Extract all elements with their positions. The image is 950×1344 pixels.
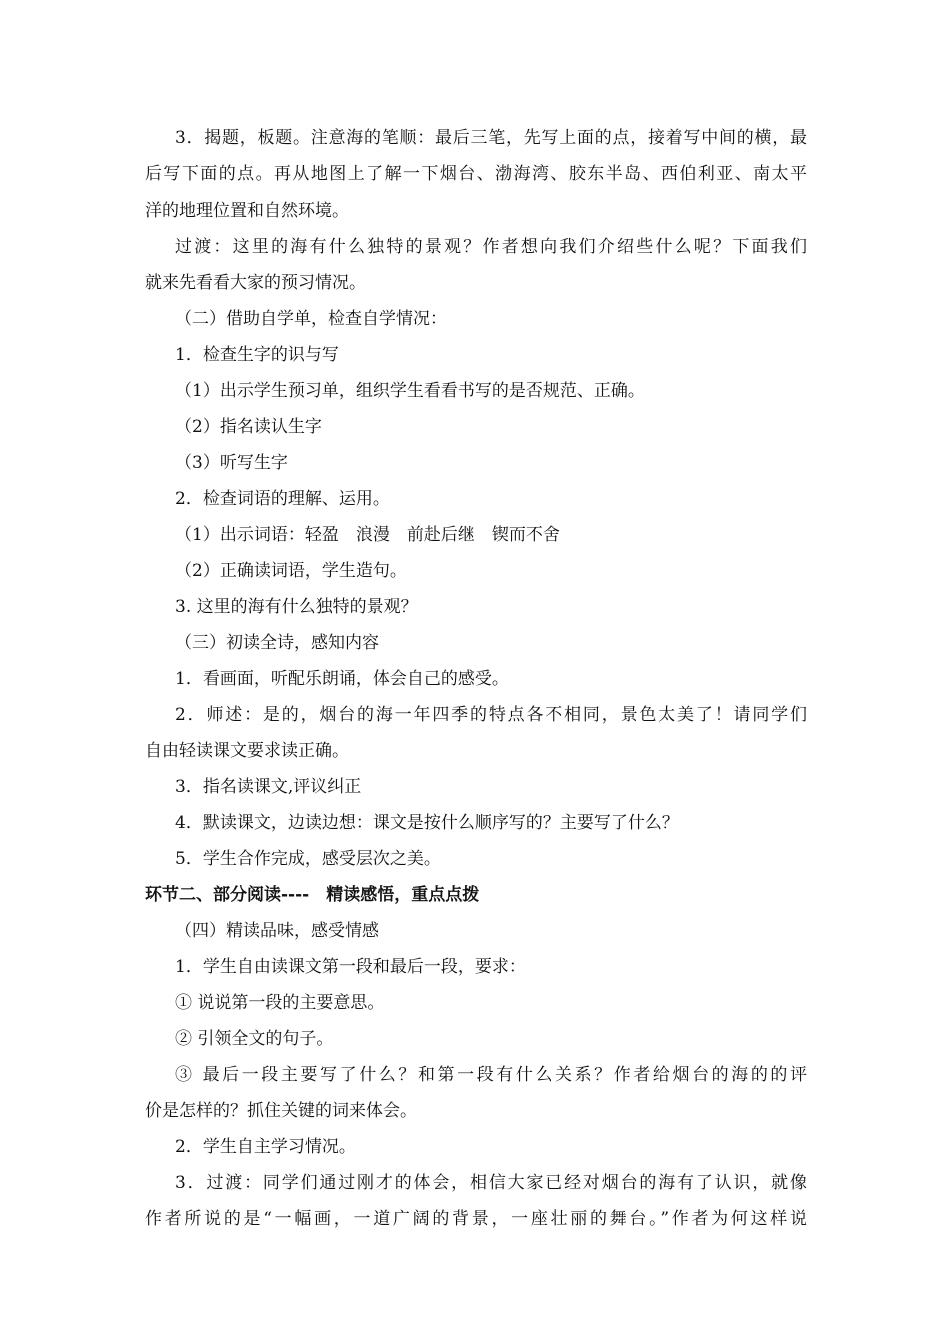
list-item: ① 说说第一段的主要意思。	[175, 993, 385, 1013]
section-heading: （三）初读全诗，感知内容	[175, 633, 379, 653]
list-item: 5．学生合作完成，感受层次之美。	[175, 849, 441, 869]
paragraph-line: 自由轻读课文要求读正确。	[145, 741, 349, 761]
list-item: 3. 这里的海有什么独特的景观？	[175, 597, 418, 617]
section-heading: （四）精读品味，感受情感	[175, 921, 379, 941]
paragraph-line: 3．揭题，板题。注意海的笔顺：最后三笔，先写上面的点，接着写中间的横，最	[175, 128, 807, 148]
paragraph-line: 就来先看看大家的预习情况。	[145, 273, 366, 293]
list-item: 2．学生自主学习情况。	[175, 1137, 356, 1157]
list-item: 3．过渡：同学们通过刚才的体会，相信大家已经对烟台的海有了认识，就像	[175, 1173, 807, 1193]
list-item: ③ 最后一段主要写了什么？和第一段有什么关系？作者给烟台的海的的评	[175, 1065, 807, 1085]
paragraph-line: 洋的地理位置和自然环境。	[145, 201, 349, 221]
section-heading: （二）借助自学单，检查自学情况：	[175, 309, 447, 329]
paragraph-line: 价是怎样的？抓住关键的词来体会。	[145, 1101, 417, 1121]
paragraph-line: 后写下面的点。再从地图上了解一下烟台、渤海湾、胶东半岛、西伯利亚、南太平	[145, 164, 807, 184]
list-item: （2）指名读认生字	[175, 417, 322, 437]
paragraph-line: 作者所说的是“一幅画，一道广阔的背景，一座壮丽的舞台。”作者为何这样说	[145, 1209, 807, 1229]
list-item: （1）出示学生预习单，组织学生看看书写的是否规范、正确。	[175, 381, 645, 401]
list-item: （1）出示词语：轻盈 浪漫 前赴后继 锲而不舍	[175, 525, 560, 545]
list-item: 3．指名读课文,评议纠正	[175, 777, 362, 797]
list-item: 1．学生自由读课文第一段和最后一段，要求：	[175, 957, 526, 977]
list-item: 2．检查词语的理解、运用。	[175, 489, 390, 509]
list-item: 2．师述：是的，烟台的海一年四季的特点各不相同，景色太美了！请同学们	[175, 705, 807, 725]
list-item: （2）正确读词语，学生造句。	[175, 561, 407, 581]
paragraph-line: 过渡：这里的海有什么独特的景观？作者想向我们介绍些什么呢？下面我们	[175, 237, 807, 257]
list-item: （3）听写生字	[175, 453, 288, 473]
section-title: 环节二、部分阅读---- 精读感悟，重点点拨	[145, 885, 480, 905]
list-item: 4．默读课文，边读边想：课文是按什么顺序写的？主要写了什么？	[175, 813, 679, 833]
list-item: ② 引领全文的句子。	[175, 1029, 334, 1049]
list-item: 1．看画面，听配乐朗诵，体会自己的感受。	[175, 669, 509, 689]
list-item: 1．检查生字的识与写	[175, 345, 339, 365]
